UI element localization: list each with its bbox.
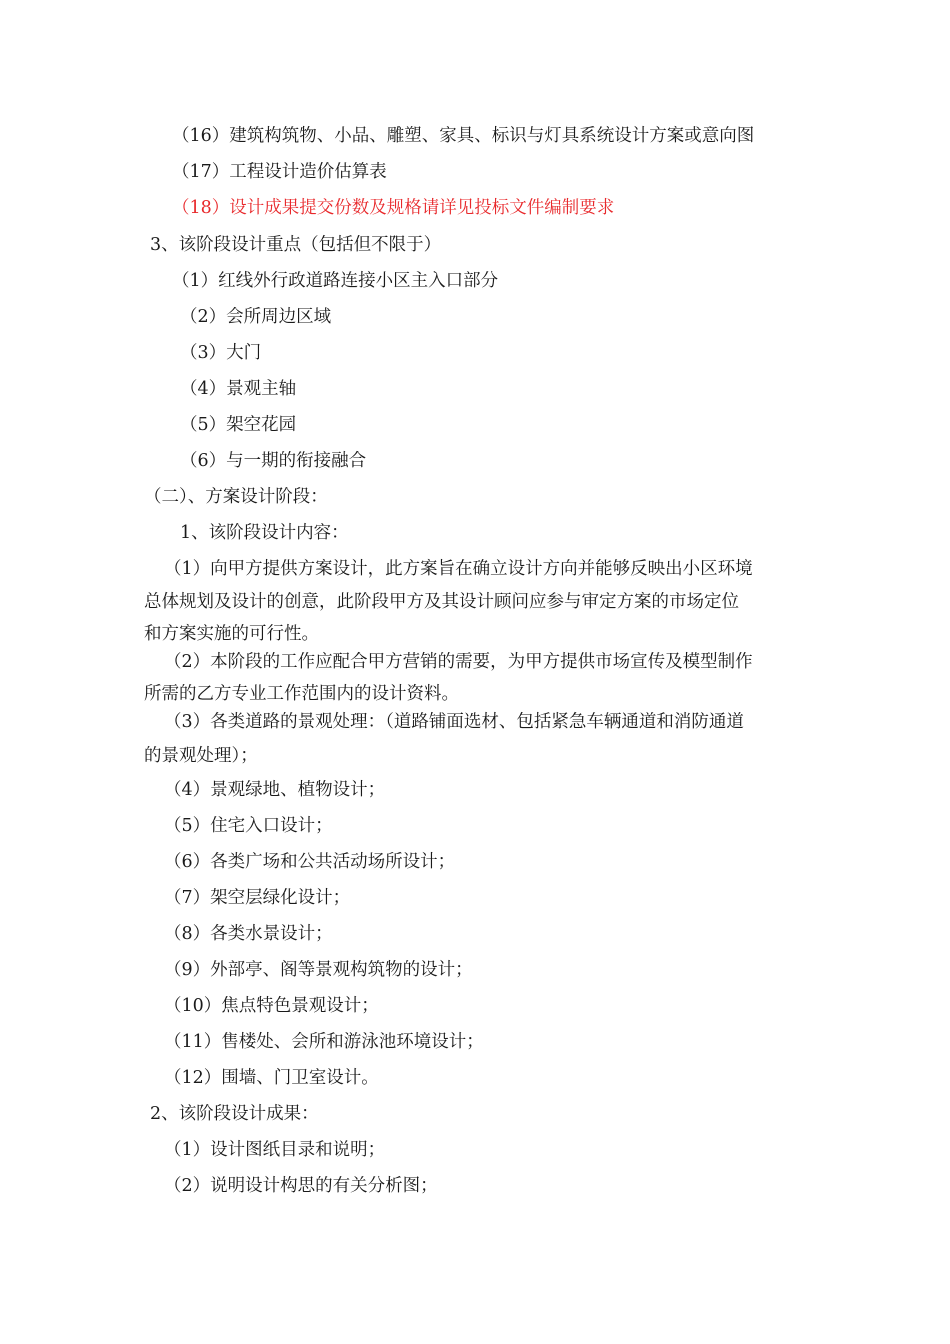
text-line: （10）焦点特色景观设计； — [164, 996, 379, 1016]
section-heading: 3、该阶段设计重点（包括但不限于） — [150, 235, 442, 255]
text-line: （2）会所周边区域 — [180, 307, 332, 327]
text-line: （17）工程设计造价估算表 — [172, 162, 387, 182]
section-heading: 1、该阶段设计内容： — [180, 523, 349, 543]
text-line: 和方案实施的可行性。 — [144, 624, 319, 644]
text-line: 的景观处理）； — [144, 746, 258, 766]
text-line: （1）红线外行政道路连接小区主入口部分 — [172, 271, 499, 291]
section-heading: 2、该阶段设计成果： — [150, 1104, 319, 1124]
text-line: （11）售楼处、会所和游泳池环境设计； — [164, 1032, 484, 1052]
text-line: （2）说明设计构思的有关分析图； — [164, 1176, 438, 1196]
text-line: （16）建筑构筑物、小品、雕塑、家具、标识与灯具系统设计方案或意向图 — [172, 126, 755, 146]
text-line: （1）设计图纸目录和说明； — [164, 1140, 386, 1160]
text-line: 总体规划及设计的创意，此阶段甲方及其设计顾问应参与审定方案的市场定位 — [144, 592, 739, 612]
text-line: （12）围墙、门卫室设计。 — [164, 1068, 379, 1088]
text-line: （8）各类水景设计； — [164, 924, 333, 944]
text-line: （4）景观绿地、植物设计； — [164, 780, 386, 800]
text-line: （6）各类广场和公共活动场所设计； — [164, 852, 456, 872]
text-line: （5）架空花园 — [180, 415, 297, 435]
text-line: （3）各类道路的景观处理：（道路铺面选材、包括紧急车辆通道和消防通道 — [164, 712, 744, 732]
text-line: （3）大门 — [180, 343, 262, 363]
section-heading: （二）、方案设计阶段： — [144, 487, 328, 507]
text-line: （4）景观主轴 — [180, 379, 297, 399]
text-line: （6）与一期的衔接融合 — [180, 451, 367, 471]
text-line: （2）本阶段的工作应配合甲方营销的需要，为甲方提供市场宣传及模型制作 — [164, 652, 753, 672]
text-line: （7）架空层绿化设计； — [164, 888, 351, 908]
highlighted-text-line: （18）设计成果提交份数及规格请详见投标文件编制要求 — [172, 198, 615, 218]
text-line: （1）向甲方提供方案设计，此方案旨在确立设计方向并能够反映出小区环境 — [164, 559, 753, 579]
text-line: （5）住宅入口设计； — [164, 816, 333, 836]
text-line: 所需的乙方专业工作范围内的设计资料。 — [144, 684, 459, 704]
text-line: （9）外部亭、阁等景观构筑物的设计； — [164, 960, 473, 980]
